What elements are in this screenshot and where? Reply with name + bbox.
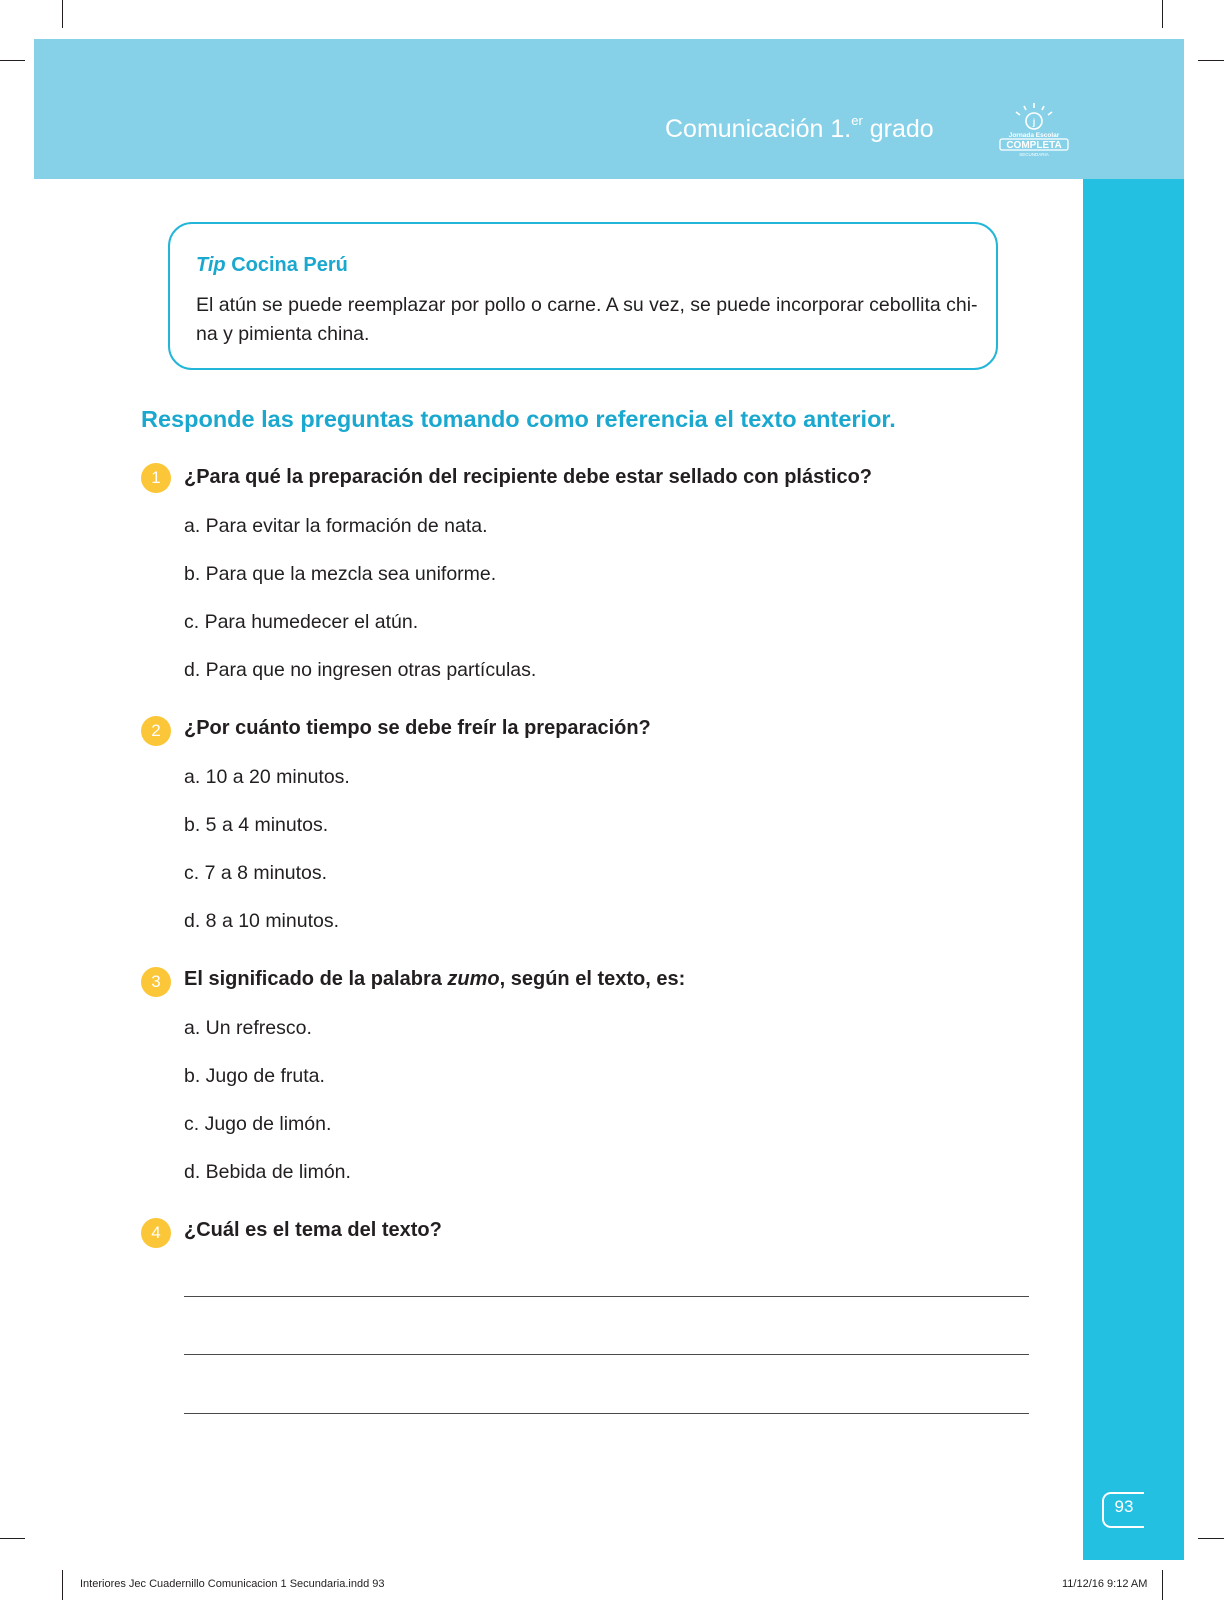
answer-option: b. Para que la mezcla sea uniforme.	[184, 563, 497, 585]
answer-line[interactable]	[184, 1296, 1029, 1297]
crop-mark	[0, 1538, 25, 1539]
tip-title: Tip Cocina Perú	[196, 254, 348, 276]
question-number-badge: 1	[141, 463, 171, 493]
section-title: Responde las preguntas tomando como referencia el texto anterior.	[141, 406, 896, 432]
answer-option: b. 5 a 4 minutos.	[184, 814, 329, 836]
answer-option: c. 7 a 8 minutos.	[184, 862, 328, 884]
answer-option: d. 8 a 10 minutos.	[184, 910, 340, 932]
question-text: ¿Cuál es el tema del texto?	[184, 1219, 442, 1241]
answer-option: a. Un refresco.	[184, 1017, 312, 1039]
answer-option: b. Jugo de fruta.	[184, 1065, 325, 1087]
crop-mark	[62, 0, 63, 28]
answer-option: c. Jugo de limón.	[184, 1113, 332, 1135]
answer-line[interactable]	[184, 1354, 1029, 1355]
svg-text:SECUNDARIA: SECUNDARIA	[1019, 152, 1049, 157]
page-number: 93	[1114, 1497, 1134, 1516]
crop-mark	[1198, 1538, 1224, 1539]
footer-datetime: 11/12/16 9:12 AM	[1062, 1578, 1148, 1590]
crop-mark	[1198, 60, 1224, 61]
svg-text:Jornada Escolar: Jornada Escolar	[1008, 132, 1060, 139]
crop-mark	[0, 60, 25, 61]
answer-line[interactable]	[184, 1413, 1029, 1414]
answer-option: a. 10 a 20 minutos.	[184, 766, 350, 788]
crop-mark	[1162, 0, 1163, 28]
answer-option: d. Para que no ingresen otras partículas.	[184, 659, 537, 681]
question-text: ¿Para qué la preparación del recipiente debe estar sellado con plástico?	[184, 466, 873, 488]
question-text: ¿Por cuánto tiempo se debe freír la preparación?	[184, 717, 651, 739]
tip-body: El atún se puede reemplazar por pollo o carne. A su vez, se puede incorporar cebollita chi-na y pimienta china.	[196, 294, 978, 345]
question-text: El significado de la palabra zumo, según el texto, es:	[184, 968, 686, 990]
side-band	[1083, 179, 1184, 1560]
crop-mark	[62, 1570, 63, 1600]
crop-mark	[1162, 1570, 1163, 1600]
jornada-escolar-logo	[994, 101, 1074, 157]
answer-option: a. Para evitar la formación de nata.	[184, 515, 488, 537]
answer-option: d. Bebida de limón.	[184, 1161, 351, 1183]
question-number-badge: 3	[141, 967, 171, 997]
page-title: Comunicación 1.$^{er}$ grado	[665, 112, 934, 143]
svg-text:COMPLETA: COMPLETA	[1006, 140, 1062, 151]
question-number-badge: 4	[141, 1218, 171, 1248]
svg-text:j: j	[1032, 117, 1036, 127]
question-number-badge: 2	[141, 716, 171, 746]
answer-option: c. Para humedecer el atún.	[184, 611, 419, 633]
footer-file-info: Interiores Jec Cuadernillo Comunicacion 1 Secundaria.indd 93	[80, 1578, 385, 1590]
